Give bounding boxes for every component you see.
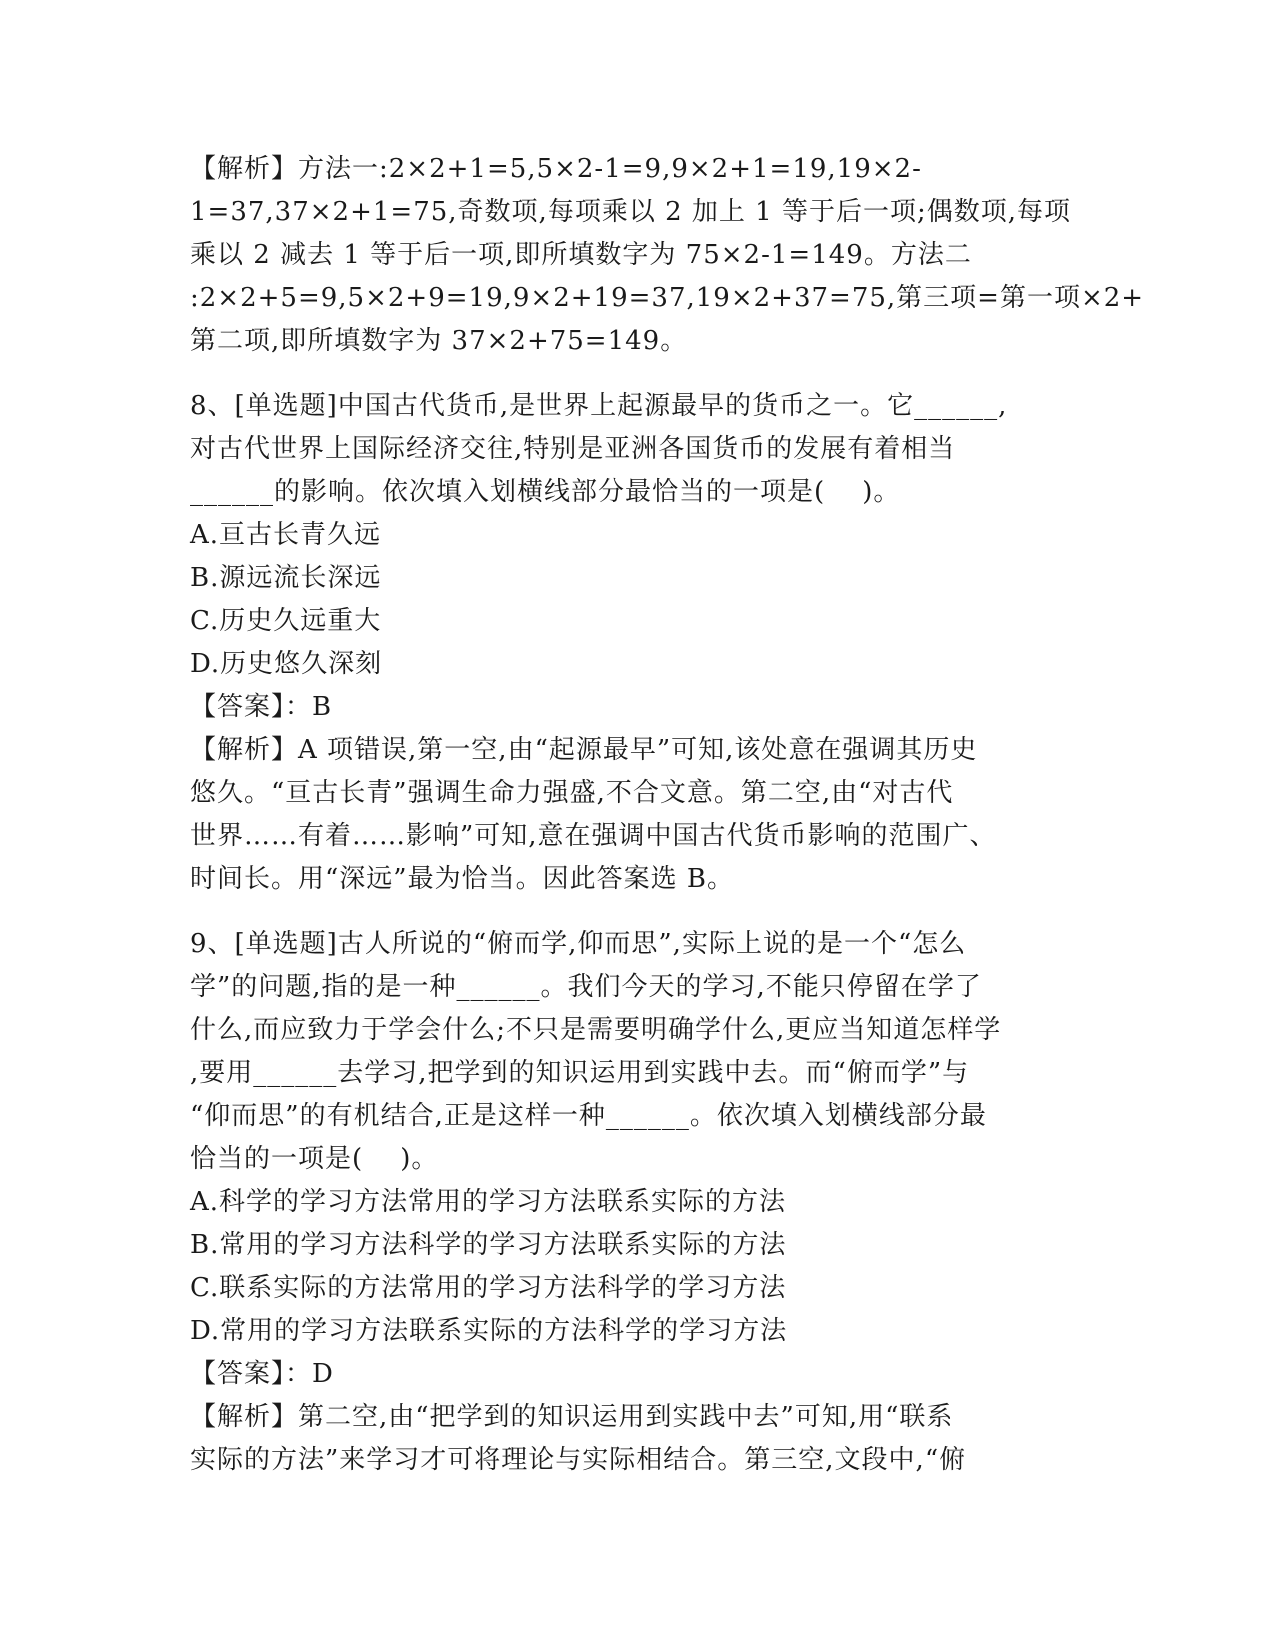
q8-answer: 【答案】：B (190, 692, 333, 722)
q9-answer: 【答案】：D (190, 1359, 334, 1389)
q7-analysis-line: 【解析】方法一:2×2+1=5,5×2-1=9,9×2+1=19,19×2- (190, 154, 922, 184)
q8-stem-line: ______的影响。依次填入划横线部分最恰当的一项是( )。 (190, 477, 901, 507)
q7-analysis (190, 148, 1145, 363)
q9-option-a: A.科学的学习方法常用的学习方法联系实际的方法 (190, 1187, 787, 1217)
q7-analysis-line: 第二项,即所填数字为 37×2+75=149。 (190, 326, 688, 356)
q9-option-c: C.联系实际的方法常用的学习方法科学的学习方法 (190, 1273, 787, 1303)
q8-option-c: C.历史久远重大 (190, 606, 382, 636)
q8-analysis-line: 世界……有着……影响”可知,意在强调中国古代货币影响的范围广、 (190, 821, 997, 851)
q9-stem-line: 恰当的一项是( )。 (190, 1144, 439, 1174)
q7-analysis-line: 1=37,37×2+1=75,奇数项,每项乘以 2 加上 1 等于后一项;偶数项,每项 (190, 197, 1071, 227)
q9-stem-line: “仰而思”的有机结合,正是这样一种______。依次填入划横线部分最 (190, 1101, 987, 1131)
q8-analysis-line: 时间长。用“深远”最为恰当。因此答案选 B。 (190, 864, 734, 894)
q9-option-d: D.常用的学习方法联系实际的方法科学的学习方法 (190, 1316, 788, 1346)
q7-analysis-line: :2×2+5=9,5×2+9=19,9×2+19=37,19×2+37=75,第三项=第一项×2+ (190, 283, 1145, 313)
q8-analysis-line: 悠久。“亘古长青”强调生命力强盛,不合文意。第二空,由“对古代 (190, 778, 954, 808)
q8-analysis-line: 【解析】A 项错误,第一空,由“起源最早”可知,该处意在强调其历史 (190, 735, 978, 765)
q9-stem-line: 9、[单选题]古人所说的“俯而学,仰而思”,实际上说的是一个“怎么 (190, 929, 967, 959)
q7-analysis-line: 乘以 2 减去 1 等于后一项,即所填数字为 75×2-1=149。方法二 (190, 240, 972, 270)
q8-stem-line: 对古代世界上国际经济交往,特别是亚洲各国货币的发展有着相当 (190, 434, 956, 464)
q8-stem-line: 8、[单选题]中国古代货币,是世界上起源最早的货币之一。它______, (190, 391, 1008, 421)
q8-option-d: D.历史悠久深刻 (190, 649, 383, 679)
q9-stem-line: 什么,而应致力于学会什么;不只是需要明确学什么,更应当知道怎样学 (190, 1015, 1002, 1045)
document-page (190, 148, 1145, 1482)
q9-analysis-line: 实际的方法”来学习才可将理论与实际相结合。第三空,文段中,“俯 (190, 1445, 967, 1475)
q9-stem-line: ,要用______去学习,把学到的知识运用到实践中去。而“俯而学”与 (190, 1058, 970, 1088)
q8-option-b: B.源远流长深远 (190, 563, 382, 593)
q9-option-b: B.常用的学习方法科学的学习方法联系实际的方法 (190, 1230, 787, 1260)
question-8 (190, 385, 1090, 901)
q9-stem-line: 学”的问题,指的是一种______。我们今天的学习,不能只停留在学了 (190, 972, 982, 1002)
question-9 (190, 923, 1090, 1482)
q8-option-a: A.亘古长青久远 (190, 520, 382, 550)
q9-analysis-line: 【解析】第二空,由“把学到的知识运用到实践中去”可知,用“联系 (190, 1402, 954, 1432)
